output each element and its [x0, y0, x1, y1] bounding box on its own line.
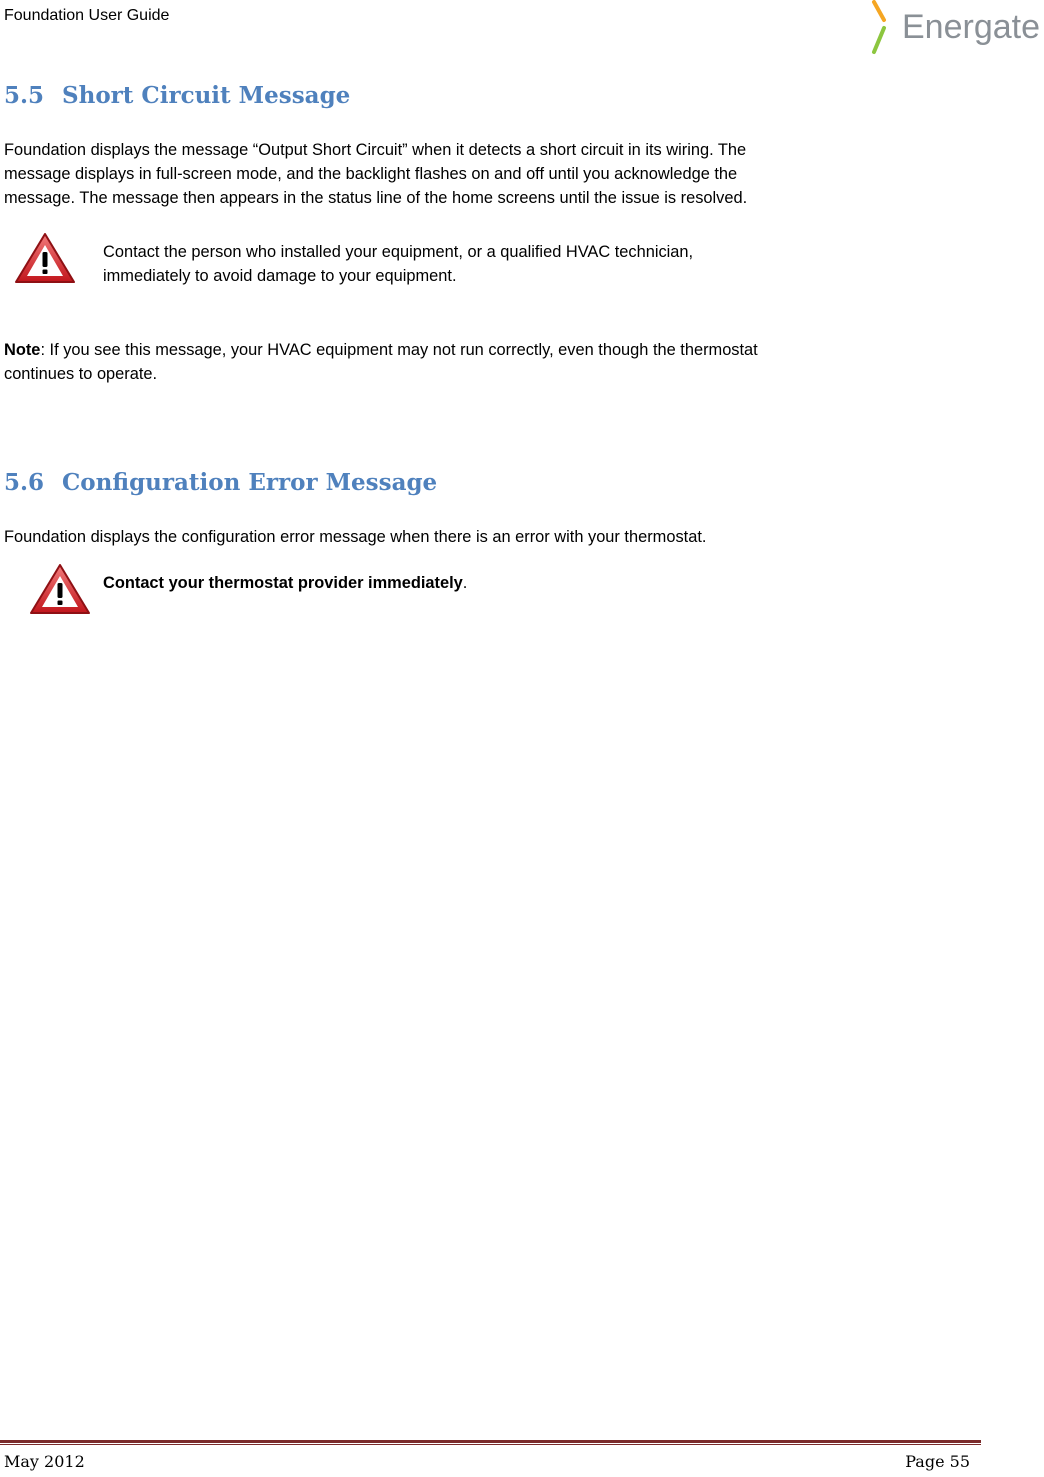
body-line: message. The message then appears in the status line of the home screens until the issue is resolved. — [4, 189, 748, 207]
running-header-title: Foundation User Guide — [4, 7, 170, 24]
energate-logo — [866, 0, 1044, 56]
section-number: 5.6 — [4, 469, 45, 496]
section-5-5-warning — [103, 240, 693, 288]
logo-wordmark: Energate — [902, 8, 1040, 46]
note-label: Note — [4, 341, 41, 359]
section-5-6-body — [4, 525, 994, 549]
warning-line: Contact the person who installed your equipment, or a qualified HVAC technician, — [103, 243, 694, 261]
warning-tail: . — [462, 574, 468, 592]
section-5-6-warning — [103, 571, 467, 595]
warning-triangle-icon — [14, 232, 76, 284]
footer-page-number: Page 55 — [905, 1452, 970, 1471]
warning-triangle-icon — [29, 563, 91, 615]
section-number: 5.5 — [4, 82, 45, 109]
footer-date: May 2012 — [4, 1452, 85, 1471]
section-title: Configuration Error Message — [62, 469, 438, 496]
section-5-6-heading — [4, 469, 437, 497]
warning-bold-text: Contact your thermostat provider immediately — [103, 574, 463, 592]
note-text: : If you see this message, your HVAC equipment may not run correctly, even though the thermostat — [40, 341, 758, 359]
footer-rule — [0, 1440, 981, 1445]
body-line: message displays in full-screen mode, and the backlight flashes on and off until you acknowledge the — [4, 165, 738, 183]
body-line: Foundation displays the configuration error message when there is an error with your thermostat. — [4, 528, 707, 546]
body-line: Foundation displays the message “Output Short Circuit” when it detects a short circuit in its wiring. The — [4, 141, 747, 159]
section-5-5-heading — [4, 82, 350, 110]
section-5-5-note — [4, 338, 994, 386]
section-5-5-body — [4, 138, 994, 210]
note-text-continued: continues to operate. — [4, 365, 158, 383]
warning-line: immediately to avoid damage to your equipment. — [103, 267, 457, 285]
section-title: Short Circuit Message — [62, 82, 351, 109]
energate-logo-icon — [866, 0, 1044, 56]
